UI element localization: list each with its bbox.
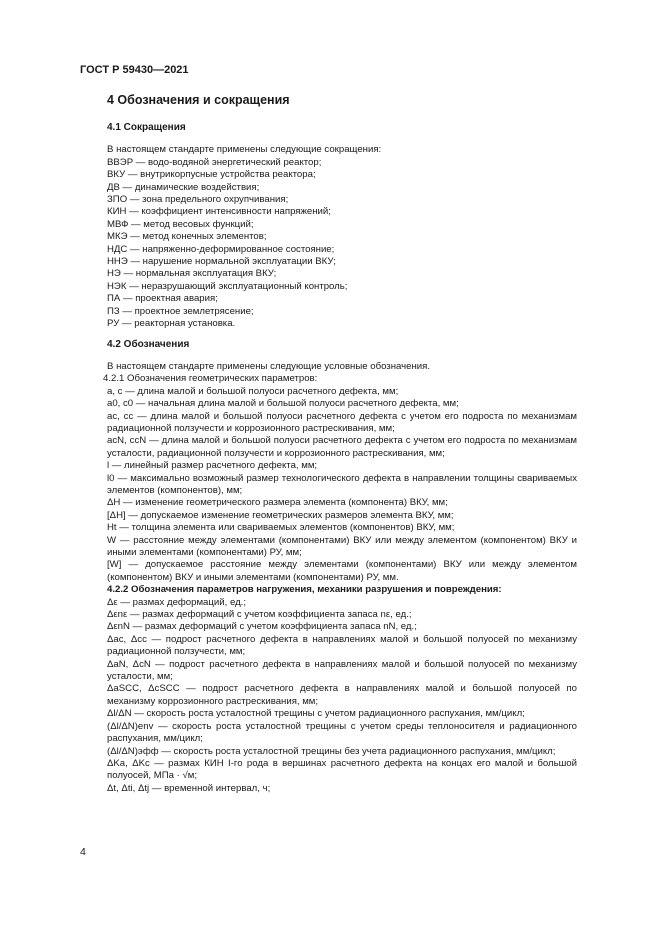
list-item: W — расстояние между элементами (компонентами) ВКУ или между элементом (компонентом) ВКУ и иными элементами (компонентами) РУ, мм;: [107, 534, 577, 558]
list-item: ΔεnN — размах деформаций с учетом коэффициента запаса nN, ед.;: [107, 621, 417, 633]
list-item: acN, ccN — длина малой и большой полуоси расчетного дефекта с учетом его подроста по механизмам усталости, радиационной ползучести и коррозионного растрескивания, мм;: [107, 435, 577, 459]
subsection-title-4-1: 4.1 Сокращения: [107, 122, 186, 133]
list-item: ΔH — изменение геометрического размера элемента (компонента) ВКУ, мм;: [107, 497, 448, 509]
clause-title-4-2-2: 4.2.2 Обозначения параметров нагружения, механики разрушения и повреждения:: [107, 584, 502, 596]
list-item: a0, c0 — начальная длина малой и большой полуоси расчетного дефекта, мм;: [107, 398, 459, 410]
list-item: ПЗ — проектное землетрясение;: [107, 305, 254, 317]
list-item: ΔKa, ΔKc — размах КИН I-го рода в вершинах расчетного дефекта на концах его малой и большой полуосей, МПа · √м;: [107, 757, 577, 782]
list-item: [ΔH] — допускаемое изменение геометрических размеров элемента ВКУ, мм;: [107, 509, 454, 521]
abbreviation-list: [107, 157, 577, 331]
list-item: ВКУ — внутрикорпусные устройства реактора;: [107, 169, 316, 181]
list-item: МВФ — метод весовых функций;: [107, 218, 254, 230]
list-item: (Δl/ΔN)env — скорость роста усталостной трещины с учетом среды теплоносителя и радиационного распухания, мм/цикл;: [107, 720, 577, 745]
section-title: 4 Обозначения и сокращения: [107, 93, 290, 107]
list-item: Δε — размах деформаций, ед.;: [107, 596, 246, 608]
list-item: (Δl/ΔN)эфф — скорость роста усталостной трещины без учета радиационного распухания, мм/цикл;: [107, 745, 556, 757]
list-item: a, c — длина малой и большой полуоси расчетного дефекта, мм;: [107, 385, 399, 397]
list-item: ΔaN, ΔcN — подрост расчетного дефекта в направлениях малой и большой полуосей по механизму усталости, мм;: [107, 658, 577, 683]
clause-title-4-2-1: 4.2.1 Обозначения геометрических параметров:: [103, 373, 318, 385]
list-item: Ht — толщина элемента или свариваемых элементов (компонентов) ВКУ, мм;: [107, 522, 455, 534]
list-item: НЭК — неразрушающий эксплуатационный контроль;: [107, 280, 348, 292]
list-item: Δac, Δcc — подрост расчетного дефекта в направлениях малой и большой полуосей по механизму радиационной ползучести, мм;: [107, 633, 577, 658]
paragraph: В настоящем стандарте применены следующие условные обозначения.: [107, 360, 430, 372]
page-content: [103, 92, 577, 795]
list-item: l0 — максимально возможный размер технологического дефекта в направлении толщины свариваемых элементов (компонентов), мм;: [107, 472, 577, 496]
list-item: НЭ — нормальная эксплуатация ВКУ;: [107, 268, 277, 280]
paragraph: В настоящем стандарте применены следующие сокращения:: [107, 144, 382, 156]
geometric-symbols-list: [107, 386, 577, 585]
list-item: ПА — проектная авария;: [107, 293, 218, 305]
list-item: Δεnε — размах деформаций с учетом коэффициента запаса nε, ед.;: [107, 609, 412, 621]
document-header: ГОСТ Р 59430—2021: [80, 64, 189, 76]
list-item: НДС — напряженно-деформированное состояние;: [107, 243, 335, 255]
list-item: РУ — реакторная установка.: [107, 318, 236, 330]
list-item: Δl/ΔN — скорость роста усталостной трещины с учетом радиационного распухания, мм/цикл;: [107, 708, 525, 720]
subsection-title-4-2: 4.2 Обозначения: [107, 338, 190, 350]
loading-symbols-list: [107, 597, 577, 796]
list-item: [W] — допускаемое расстояние между элементами (компонентами) ВКУ или между элементом (компонентом) ВКУ и иными элементами (компонентами) РУ, мм.: [107, 559, 577, 583]
list-item: Δt, Δti, Δtj — временной интервал, ч;: [107, 782, 271, 794]
list-item: ВВЭР — водо-водяной энергетический реактор;: [107, 156, 322, 168]
page-number: 4: [80, 846, 86, 858]
list-item: l — линейный размер расчетного дефекта, мм;: [107, 460, 318, 472]
list-item: ΔaSCC, ΔcSCC — подрост расчетного дефекта в направлениях малой и большой полуосей по механизму коррозионного растрескивания, мм;: [107, 683, 577, 707]
list-item: ЗПО — зона предельного охрупчивания;: [107, 194, 289, 206]
list-item: КИН — коэффициент интенсивности напряжений;: [107, 206, 331, 218]
list-item: ДВ — динамические воздействия;: [107, 181, 260, 193]
list-item: ac, cc — длина малой и большой полуоси расчетного дефекта с учетом его подроста по механизмам радиационной ползучести и коррозионного растрескивания, мм;: [107, 410, 577, 434]
list-item: МКЭ — метод конечных элементов;: [107, 231, 267, 243]
list-item: ННЭ — нарушение нормальной эксплуатации ВКУ;: [107, 256, 336, 268]
